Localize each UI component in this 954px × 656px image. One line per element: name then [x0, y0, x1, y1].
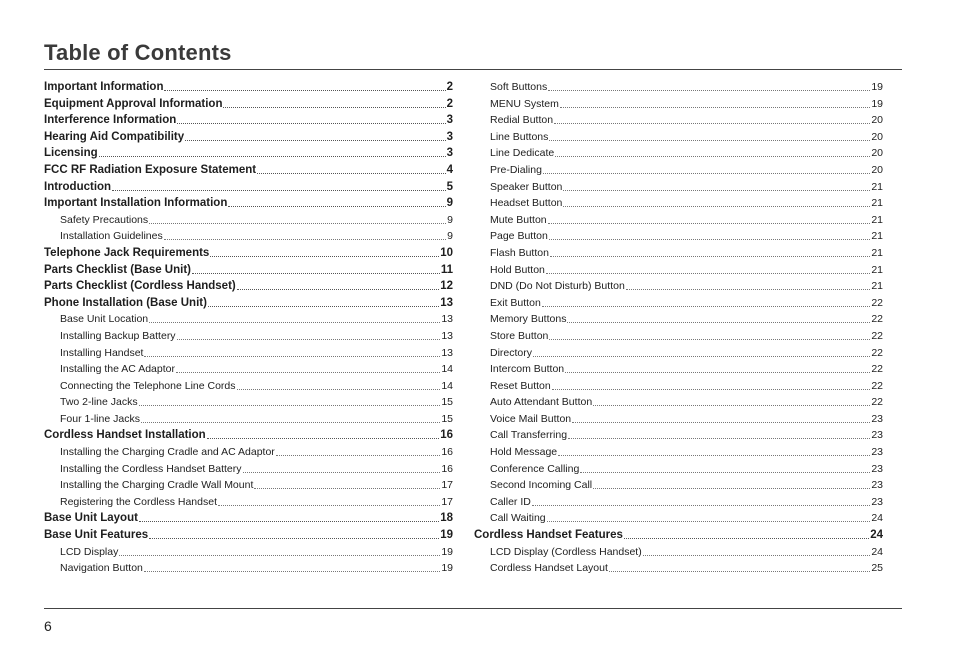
toc-entry-page: 17	[441, 495, 453, 508]
toc-entry[interactable]	[44, 145, 453, 162]
dot-leader	[149, 527, 439, 539]
toc-entry-label: Conference Calling	[490, 462, 580, 475]
dot-leader	[254, 477, 440, 489]
dot-leader	[643, 544, 871, 556]
toc-entry[interactable]	[44, 394, 453, 411]
toc-entry[interactable]	[44, 544, 453, 561]
toc-entry-page: 9	[446, 197, 453, 210]
toc-entry-page: 19	[440, 529, 453, 542]
toc-entry-label: LCD Display (Cordless Handset)	[490, 545, 642, 558]
dot-leader	[243, 461, 441, 473]
toc-entry[interactable]	[44, 295, 453, 312]
toc-entry[interactable]	[44, 179, 453, 196]
toc-entry-page: 23	[871, 462, 883, 475]
toc-entry[interactable]	[474, 328, 883, 345]
toc-entry-page: 2	[446, 97, 453, 110]
toc-entry-label: Installing the AC Adaptor	[60, 363, 175, 376]
toc-entry[interactable]	[44, 345, 453, 362]
toc-entry[interactable]	[474, 378, 883, 395]
toc-entry-label: Mute Button	[490, 213, 547, 226]
toc-entry[interactable]	[474, 195, 883, 212]
dot-leader	[593, 394, 870, 406]
dot-leader	[549, 228, 871, 240]
dot-leader	[119, 544, 440, 556]
dot-leader	[139, 394, 441, 406]
footer-divider	[44, 608, 902, 609]
dot-leader	[560, 96, 870, 108]
toc-entry-label: Caller ID	[490, 495, 531, 508]
toc-entry-label: Hold Message	[490, 446, 558, 459]
toc-entry-label: Memory Buttons	[490, 313, 567, 326]
dot-leader	[568, 427, 870, 439]
header-divider	[44, 69, 902, 70]
toc-entry-label: Phone Installation (Base Unit)	[44, 296, 207, 309]
dot-leader	[257, 162, 445, 174]
dot-leader	[208, 295, 439, 307]
toc-entry-page: 16	[441, 462, 453, 475]
toc-entry-page: 21	[871, 246, 883, 259]
toc-entry-label: Flash Button	[490, 246, 549, 259]
dot-leader	[177, 328, 441, 340]
dot-leader	[563, 195, 870, 207]
dot-leader	[210, 245, 439, 257]
toc-entry[interactable]	[474, 145, 883, 162]
toc-entry-label: Installing Handset	[60, 346, 144, 359]
toc-entry[interactable]	[474, 262, 883, 279]
toc-entry-page: 23	[871, 495, 883, 508]
dot-leader	[565, 361, 870, 373]
dot-leader	[149, 311, 440, 323]
toc-entry[interactable]	[474, 461, 883, 478]
toc-entry-page: 15	[441, 412, 453, 425]
toc-entry-page: 14	[441, 379, 453, 392]
toc-entry-page: 21	[871, 280, 883, 293]
toc-entry-label: Pre-Dialing	[490, 163, 542, 176]
toc-entry-label: Two 2-line Jacks	[60, 396, 138, 409]
toc-entry[interactable]	[474, 278, 883, 295]
toc-entry[interactable]	[44, 195, 453, 212]
toc-entry[interactable]	[474, 345, 883, 362]
toc-entry-page: 21	[871, 213, 883, 226]
toc-entry[interactable]	[474, 129, 883, 146]
toc-entry-page: 20	[871, 114, 883, 127]
dot-leader	[185, 129, 445, 141]
toc-entry-page: 9	[447, 213, 453, 226]
toc-entry-page: 16	[440, 429, 453, 442]
toc-entry-label: Call Waiting	[490, 512, 546, 525]
toc-entry-page: 22	[871, 396, 883, 409]
toc-entry-label: Telephone Jack Requirements	[44, 246, 210, 259]
dot-leader	[543, 162, 870, 174]
toc-entry[interactable]	[474, 494, 883, 511]
dot-leader	[141, 411, 440, 423]
toc-entry[interactable]	[44, 262, 453, 279]
toc-entry-label: Base Unit Location	[60, 313, 149, 326]
toc-entry-label: Installing the Charging Cradle and AC Adaptor	[60, 446, 275, 459]
dot-leader	[546, 262, 870, 274]
toc-entry[interactable]	[474, 112, 883, 129]
toc-entry[interactable]	[44, 527, 453, 544]
dot-leader	[149, 212, 446, 224]
dot-leader	[548, 79, 870, 91]
toc-entry[interactable]	[44, 245, 453, 262]
dot-leader	[276, 444, 441, 456]
dot-leader	[164, 79, 445, 91]
toc-entry-page: 21	[871, 263, 883, 276]
toc-entry[interactable]	[44, 510, 453, 527]
toc-entry[interactable]	[44, 162, 453, 179]
toc-entry-page: 11	[440, 263, 453, 276]
toc-entry[interactable]	[44, 96, 453, 113]
toc-entry-label: MENU System	[490, 97, 559, 110]
toc-entry[interactable]	[44, 311, 453, 328]
toc-entry-page: 23	[871, 446, 883, 459]
toc-entry-page: 13	[441, 329, 453, 342]
dot-leader	[237, 378, 441, 390]
page-title: Table of Contents	[44, 40, 232, 65]
page-number: 6	[44, 618, 52, 634]
dot-leader	[207, 427, 440, 439]
toc-entry-label: Safety Precautions	[60, 213, 149, 226]
toc-entry-label: LCD Display	[60, 545, 119, 558]
toc-entry-page: 3	[446, 147, 453, 160]
toc-entry-label: Installation Guidelines	[60, 230, 163, 243]
toc-entry-label: Cordless Handset Layout	[490, 562, 608, 575]
toc-entry[interactable]	[44, 378, 453, 395]
toc-entry-label: Auto Attendant Button	[490, 396, 593, 409]
dot-leader	[176, 361, 440, 373]
toc-entry-page: 10	[440, 246, 453, 259]
toc-entry-label: Parts Checklist (Cordless Handset)	[44, 280, 236, 293]
toc-entry[interactable]	[44, 129, 453, 146]
toc-entry[interactable]	[474, 477, 883, 494]
toc-entry[interactable]	[474, 96, 883, 113]
toc-entry-page: 23	[871, 412, 883, 425]
toc-entry-label: Parts Checklist (Base Unit)	[44, 263, 191, 276]
toc-entry-page: 4	[446, 163, 453, 176]
toc-entry-label: Installing the Cordless Handset Battery	[60, 462, 242, 475]
toc-entry[interactable]	[44, 427, 453, 444]
dot-leader	[144, 560, 440, 572]
toc-entry-page: 22	[871, 329, 883, 342]
dot-leader	[552, 378, 871, 390]
dot-leader	[550, 245, 870, 257]
toc-entry-page: 13	[440, 296, 453, 309]
dot-leader	[533, 345, 870, 357]
dot-leader	[192, 262, 440, 274]
dot-leader	[218, 494, 440, 506]
toc-entry[interactable]	[44, 361, 453, 378]
toc-entry-page: 18	[440, 512, 453, 525]
dot-leader	[558, 444, 870, 456]
toc-entry-label: Second Incoming Call	[490, 479, 593, 492]
toc-entry-page: 22	[871, 313, 883, 326]
toc-entry[interactable]	[44, 79, 453, 96]
toc-entry[interactable]	[44, 411, 453, 428]
toc-entry-label: Hold Button	[490, 263, 545, 276]
toc-entry-page: 12	[440, 280, 453, 293]
toc-entry-page: 20	[871, 163, 883, 176]
dot-leader	[99, 145, 446, 157]
toc-entry-page: 24	[871, 545, 883, 558]
toc-entry-label: Directory	[490, 346, 533, 359]
toc-entry-label: Base Unit Layout	[44, 512, 138, 525]
dot-leader	[554, 112, 870, 124]
toc-entry[interactable]	[474, 427, 883, 444]
toc-entry-label: Important Information	[44, 81, 164, 93]
dot-leader	[164, 228, 446, 240]
toc-entry-page: 17	[441, 479, 453, 492]
toc-entry[interactable]	[44, 461, 453, 478]
toc-entry-label: Important Installation Information	[44, 197, 228, 210]
toc-entry-label: Four 1-line Jacks	[60, 412, 140, 425]
dot-leader	[580, 461, 870, 473]
toc-entry-label: Voice Mail Button	[490, 412, 572, 425]
toc-entry-label: Licensing	[44, 147, 98, 160]
toc-right-column	[474, 79, 883, 577]
toc-entry-page: 25	[871, 562, 883, 575]
toc-entry-page: 21	[871, 180, 883, 193]
toc-entry-label: Reset Button	[490, 379, 551, 392]
toc-entry[interactable]	[44, 278, 453, 295]
toc-entry-label: FCC RF Radiation Exposure Statement	[44, 163, 257, 176]
toc-entry-page: 19	[871, 97, 883, 110]
dot-leader	[572, 411, 870, 423]
toc-entry-page: 22	[871, 363, 883, 376]
dot-leader	[555, 145, 870, 157]
toc-entry[interactable]	[44, 228, 453, 245]
toc-entry-page: 14	[441, 363, 453, 376]
dot-leader	[593, 477, 870, 489]
dot-leader	[547, 510, 871, 522]
toc-entry[interactable]	[474, 311, 883, 328]
toc-entry-page: 2	[446, 81, 453, 93]
toc-entry-label: Navigation Button	[60, 562, 143, 575]
toc-entry-label: Page Button	[490, 230, 548, 243]
toc-entry-label: Line Buttons	[490, 130, 549, 143]
toc-entry-page: 19	[441, 545, 453, 558]
toc-entry-page: 20	[871, 147, 883, 160]
toc-entry[interactable]	[474, 179, 883, 196]
toc-entry-label: Soft Buttons	[490, 81, 548, 93]
toc-entry-label: Store Button	[490, 329, 549, 342]
toc-entry-label: Registering the Cordless Handset	[60, 495, 217, 508]
toc-entry-label: Interference Information	[44, 114, 177, 127]
toc-entry-page: 24	[870, 529, 883, 542]
toc-entry[interactable]	[44, 494, 453, 511]
toc-entry[interactable]	[474, 162, 883, 179]
toc-entry-page: 15	[441, 396, 453, 409]
toc-entry-label: Equipment Approval Information	[44, 97, 223, 110]
toc-entry[interactable]	[44, 328, 453, 345]
toc-entry-page: 23	[871, 429, 883, 442]
dot-leader	[237, 278, 439, 290]
dot-leader	[228, 195, 445, 207]
toc-entry-page: 5	[446, 180, 453, 193]
toc-entry[interactable]	[474, 444, 883, 461]
toc-entry[interactable]	[44, 560, 453, 577]
toc-entry[interactable]	[474, 361, 883, 378]
toc-entry-label: Connecting the Telephone Line Cords	[60, 379, 236, 392]
toc-entry[interactable]	[44, 212, 453, 229]
toc-entry-label: Call Transferring	[490, 429, 568, 442]
toc-entry[interactable]	[474, 212, 883, 229]
toc-entry-page: 13	[441, 313, 453, 326]
toc-entry-page: 13	[441, 346, 453, 359]
dot-leader	[549, 129, 870, 141]
toc-entry[interactable]	[474, 560, 883, 577]
toc-entry-page: 9	[447, 230, 453, 243]
toc-entry[interactable]	[44, 112, 453, 129]
toc-entry-label: Base Unit Features	[44, 529, 149, 542]
dot-leader	[112, 179, 446, 191]
toc-entry-label: Cordless Handset Features	[474, 529, 623, 542]
toc-entry[interactable]	[474, 510, 883, 527]
toc-entry[interactable]	[474, 394, 883, 411]
toc-entry-page: 21	[871, 230, 883, 243]
toc-entry-page: 20	[871, 130, 883, 143]
dot-leader	[223, 96, 445, 108]
dot-leader	[626, 278, 871, 290]
toc-entry-page: 22	[871, 346, 883, 359]
toc-left-column	[44, 79, 453, 577]
toc-entry-page: 3	[446, 114, 453, 127]
dot-leader	[563, 179, 870, 191]
toc-entry-page: 3	[446, 130, 453, 143]
toc-entry-label: Speaker Button	[490, 180, 563, 193]
toc-entry[interactable]	[474, 411, 883, 428]
toc-entry-label: Installing the Charging Cradle Wall Mount	[60, 479, 254, 492]
toc-entry-label: Line Dedicate	[490, 147, 555, 160]
toc-entry-page: 22	[871, 379, 883, 392]
dot-leader	[624, 527, 869, 539]
dot-leader	[144, 345, 440, 357]
toc-entry[interactable]	[474, 527, 883, 544]
toc-entry-page: 19	[441, 562, 453, 575]
toc-entry-label: Cordless Handset Installation	[44, 429, 206, 442]
dot-leader	[548, 212, 871, 224]
toc-entry-page: 19	[871, 81, 883, 93]
dot-leader	[549, 328, 870, 340]
toc-entry-label: Installing Backup Battery	[60, 329, 176, 342]
dot-leader	[609, 560, 870, 572]
toc-entry-page: 24	[871, 512, 883, 525]
toc-entry-label: Redial Button	[490, 114, 554, 127]
toc-entry-label: Hearing Aid Compatibility	[44, 130, 185, 143]
dot-leader	[532, 494, 870, 506]
toc-entry[interactable]	[474, 245, 883, 262]
toc-entry[interactable]	[474, 79, 883, 96]
toc-entry-page: 21	[871, 197, 883, 210]
toc-entry-label: Headset Button	[490, 197, 563, 210]
dot-leader	[567, 311, 870, 323]
toc-entry-page: 23	[871, 479, 883, 492]
toc-entry[interactable]	[474, 544, 883, 561]
dot-leader	[139, 510, 439, 522]
toc-entry-label: Intercom Button	[490, 363, 565, 376]
toc-entry[interactable]	[474, 295, 883, 312]
toc-entry[interactable]	[44, 477, 453, 494]
toc-entry-label: DND (Do Not Disturb) Button	[490, 280, 625, 293]
toc-entry-label: Introduction	[44, 180, 112, 193]
dot-leader	[542, 295, 871, 307]
toc-entry[interactable]	[44, 444, 453, 461]
toc-entry-page: 16	[441, 446, 453, 459]
dot-leader	[177, 112, 445, 124]
toc-entry-page: 22	[871, 296, 883, 309]
toc-entry[interactable]	[474, 228, 883, 245]
toc-entry-label: Exit Button	[490, 296, 541, 309]
